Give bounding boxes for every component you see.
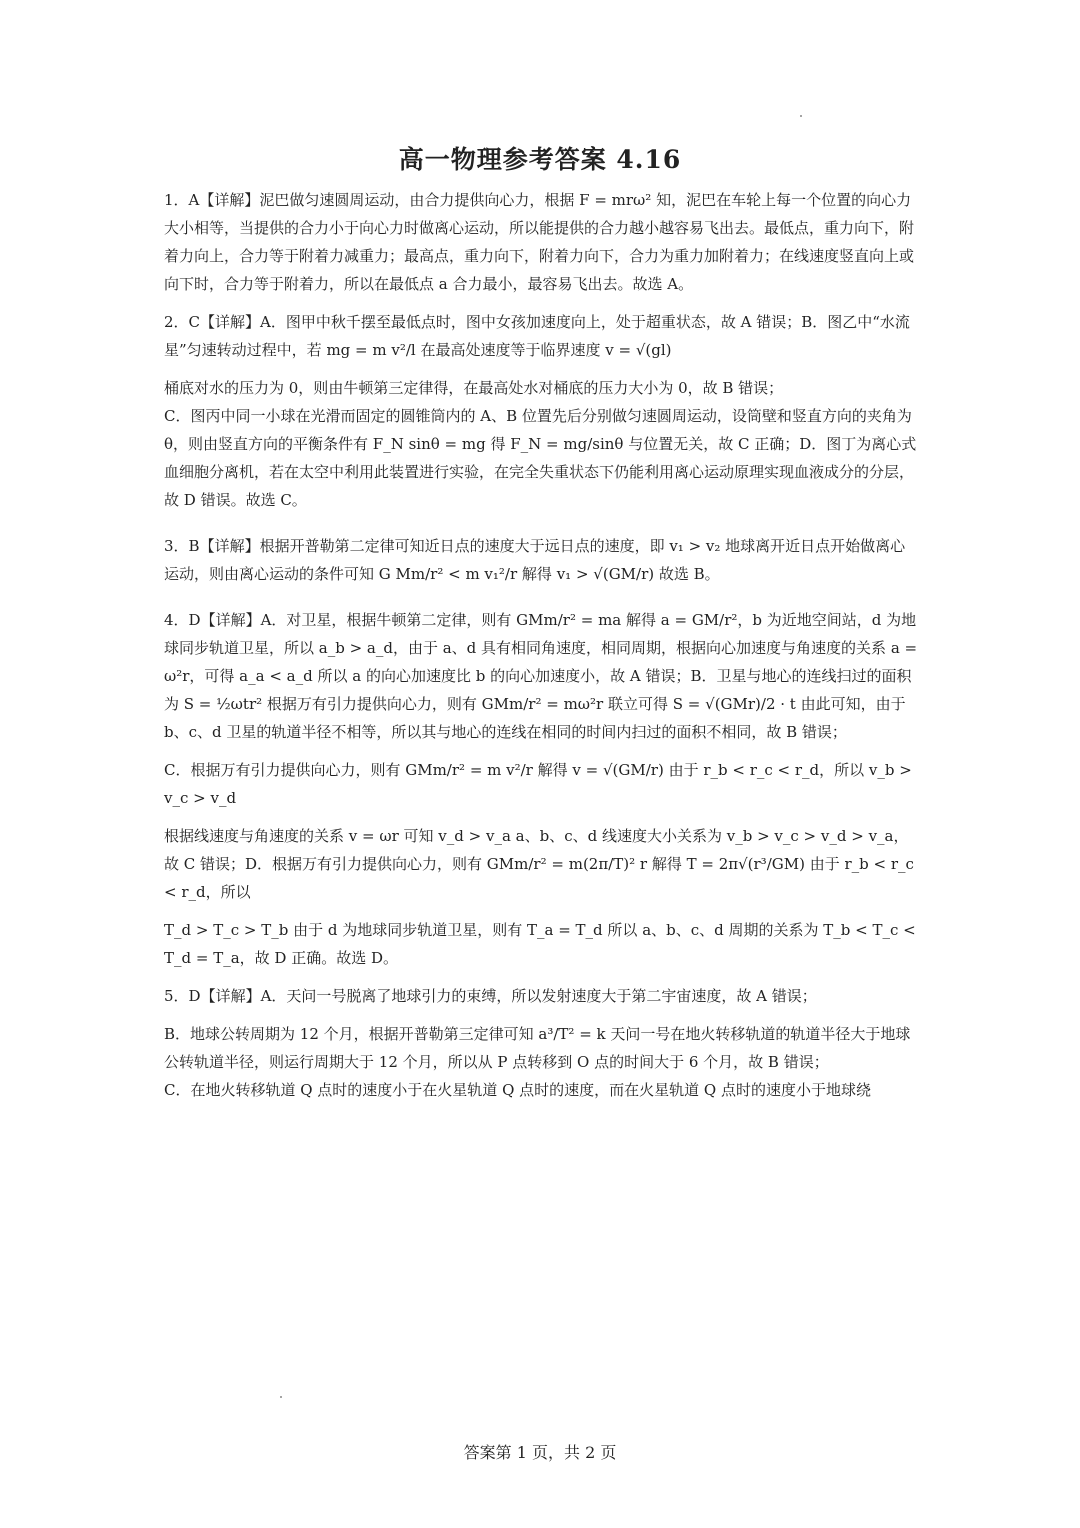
- answer-4-part-3: 根据线速度与角速度的关系 v = ωr 可知 v_d > v_a a、b、c、d 线速度大小关系为 v_b > v_c > v_d > v_a，故 C 错误；D．根据万有引力提供向心力，则有 GMm/r² = m(2π/T)² r 解得 T = 2π√(r³/GM) 由于 r_b < r_c < r_d，所以: [164, 827, 914, 901]
- scan-dot: [800, 115, 802, 117]
- answer-2-part-3: C．图丙中同一小球在光滑而固定的圆锥筒内的 A、B 位置先后分别做匀速圆周运动，设筒壁和竖直方向的夹角为θ，则由竖直方向的平衡条件有 F_N sinθ = mg 得 F_N = mg/sinθ 与位置无关，故 C 正确；D．图丁为离心式血细胞分离机，若在太空中利用此装置进行实验，在完全失重状态下仍能利用离心运动原理实现血液成分的分层，故 D 错误。故选 C。: [164, 407, 917, 509]
- answer-5-part-2: B．地球公转周期为 12 个月，根据开普勒第三定律可知 a³/T² = k 天问一号在地火转移轨道的轨道半径大于地球公转轨道半径，则运行周期大于 12 个月，所以从 P 点转移到 O 点的时间大于 6 个月，故 B 错误；: [164, 1025, 911, 1071]
- answer-4-part-4: T_d > T_c > T_b 由于 d 为地球同步轨道卫星，则有 T_a = T_d 所以 a、b、c、d 周期的关系为 T_b < T_c < T_d = T_a，故 D 正确。故选 D。: [164, 921, 916, 967]
- page-footer: 答案第 1 页，共 2 页: [463, 1443, 617, 1462]
- answer-3: 3．B【详解】根据开普勒第二定律可知近日点的速度大于远日点的速度，即 v₁ > v₂ 地球离开近日点开始做离心运动，则由离心运动的条件可知 G Mm/r² < m v₁²/r 解得 v₁ > √(GM/r) 故选 B。: [164, 537, 906, 583]
- answer-4-part-1: 4．D【详解】A．对卫星，根据牛顿第二定律，则有 GMm/r² = ma 解得 a = GM/r²，b 为近地空间站，d 为地球同步轨道卫星，所以 a_b > a_d，由于 a、d 具有相同角速度，相同周期，根据向心加速度与角速度的关系 a = ω²r，可得 a_a < a_d 所以 a 的向心加速度比 b 的向心加速度小，故 A 错误；B．卫星与地心的连线扫过的面积为 S = ½ωtr² 根据万有引力提供向心力，则有 GMm/r² = mω²r 联立可得 S = √(GMr)/2 · t 由此可知，由于 b、c、d 卫星的轨道半径不相等，所以其与地心的连线在相同的时间内扫过的面积不相同，故 B 错误；: [164, 611, 918, 741]
- answer-2-part-2: 桶底对水的压力为 0，则由牛顿第三定律得，在最高处水对桶底的压力大小为 0，故 B 错误；: [164, 379, 784, 397]
- answer-1: 1．A【详解】泥巴做匀速圆周运动，由合力提供向心力，根据 F = mrω² 知，泥巴在车轮上每一个位置的向心力大小相等，当提供的合力小于向心力时做离心运动，所以能提供的合力越小越容易飞出去。最低点，重力向下，附着力向上，合力等于附着力减重力；最高点，重力向下，附着力向下，合力为重力加附着力；在线速度竖直向上或向下时，合力等于附着力，所以在最低点 a 合力最小，最容易飞出去。故选 A。: [164, 191, 915, 293]
- answers-body: [164, 186, 920, 1104]
- scan-dot: [280, 1396, 282, 1398]
- answer-2-part-1: 2．C【详解】A．图甲中秋千摆至最低点时，图中女孩加速度向上，处于超重状态，故 A 错误；B．图乙中“水流星”匀速转动过程中，若 mg = m v²/l 在最高处速度等于临界速度 v = √(gl): [164, 313, 910, 359]
- page-title: 高一物理参考答案 4.16: [398, 145, 682, 174]
- answer-5-part-1: 5．D【详解】A．天问一号脱离了地球引力的束缚，所以发射速度大于第二宇宙速度，故 A 错误；: [164, 987, 817, 1005]
- answer-5-part-3: C．在地火转移轨道 Q 点时的速度小于在火星轨道 Q 点时的速度，而在火星轨道 Q 点时的速度小于地球绕: [164, 1081, 871, 1099]
- answer-4-part-2: C．根据万有引力提供向心力，则有 GMm/r² = m v²/r 解得 v = √(GM/r) 由于 r_b < r_c < r_d，所以 v_b > v_c > v_d: [164, 761, 912, 807]
